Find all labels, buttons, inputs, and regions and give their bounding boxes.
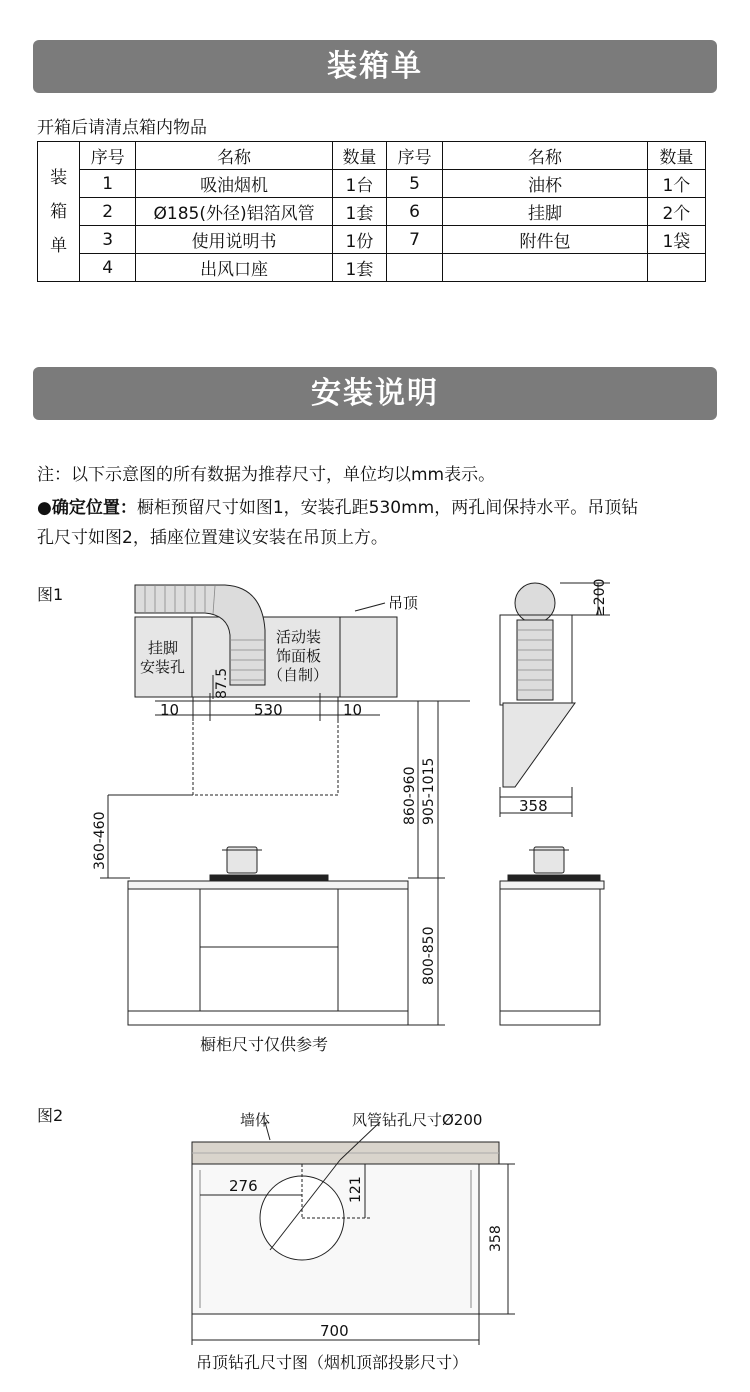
table-cell: 1份	[332, 226, 386, 254]
panel-label-3: （自制）	[268, 666, 329, 684]
table-cell: 油杯	[443, 170, 648, 198]
dim-121: 121	[348, 1176, 364, 1203]
table-cell: 2个	[647, 198, 705, 226]
dim-200: ≥200	[592, 578, 608, 617]
packing-table	[37, 141, 706, 282]
table-cell: 1台	[332, 170, 386, 198]
side-label	[38, 142, 80, 282]
fig1-label: 图1	[37, 585, 64, 604]
base-cabinet	[128, 889, 408, 1025]
table-cell: 1袋	[647, 226, 705, 254]
col-header: 序号	[80, 142, 136, 170]
hole-label: 风管钻孔尺寸Ø200	[352, 1111, 483, 1129]
duct-side	[515, 583, 555, 623]
install-position-note-cont: 孔尺寸如图2，插座位置建议安装在吊顶上方。	[37, 528, 388, 548]
table-cell	[647, 254, 705, 282]
hood-cabinet-panel	[135, 617, 397, 697]
figure-2-diagram	[0, 1100, 750, 1392]
col-header: 数量	[647, 142, 705, 170]
install-note: 注：以下示意图的所有数据为推荐尺寸，单位均以mm表示。	[37, 465, 496, 485]
pot-icon	[227, 847, 257, 873]
fig1-caption: 橱柜尺寸仅供参考	[200, 1035, 329, 1054]
dim-358-side: 358	[519, 797, 548, 815]
packing-intro: 开箱后请清点箱内物品	[37, 118, 207, 138]
dim-800-850: 800-850	[421, 926, 437, 985]
table-row	[38, 198, 706, 226]
ceiling-label: 吊顶	[388, 594, 419, 612]
side-label-char: 装	[50, 167, 68, 188]
fig2-caption: 吊顶钻孔尺寸图（烟机顶部投影尺寸）	[196, 1353, 469, 1372]
table-cell: 附件包	[443, 226, 648, 254]
table-cell	[387, 254, 443, 282]
col-header: 数量	[332, 142, 386, 170]
table-cell: 出风口座	[136, 254, 333, 282]
table-cell: 1套	[332, 254, 386, 282]
base-cabinet-side	[500, 889, 600, 1025]
install-title: 安装说明	[33, 367, 717, 420]
install-position-note	[37, 494, 717, 522]
table-cell: 挂脚	[443, 198, 648, 226]
dim-10a: 10	[160, 701, 180, 719]
table-row	[38, 170, 706, 198]
dim-87-5: 87.5	[214, 667, 230, 699]
pot-icon-side	[534, 847, 564, 873]
side-label-char: 箱	[50, 201, 68, 222]
position-heading: ●确定位置：	[37, 498, 137, 518]
table-row	[38, 226, 706, 254]
table-header-row	[38, 142, 706, 170]
dim-360-460: 360-460	[92, 811, 108, 870]
hood-side-body	[503, 703, 575, 787]
dim-530: 530	[254, 701, 283, 719]
hook-hole-label: 挂脚	[148, 639, 179, 657]
col-header: 名称	[443, 142, 648, 170]
table-cell: 1个	[647, 170, 705, 198]
dim-860-960: 860-960	[402, 766, 418, 825]
position-text: 橱柜预留尺寸如图1，安装孔距530mm，两孔间保持水平。吊顶钻	[136, 498, 639, 518]
table-cell	[443, 254, 648, 282]
dim-10b: 10	[343, 701, 363, 719]
wall-label: 墙体	[240, 1111, 271, 1129]
dim-905-1015: 905-1015	[421, 757, 437, 825]
table-cell: 7	[387, 226, 443, 254]
table-cell: Ø185(外径)铝箔风管	[136, 198, 333, 226]
side-label-char: 单	[50, 235, 68, 256]
col-header: 序号	[387, 142, 443, 170]
table-cell: 使用说明书	[136, 226, 333, 254]
table-cell: 5	[387, 170, 443, 198]
cooktop	[210, 875, 328, 881]
table-cell: 3	[80, 226, 136, 254]
hook-hole-label-2: 安装孔	[140, 658, 186, 676]
panel-label-1: 活动装	[276, 628, 322, 646]
table-cell: 2	[80, 198, 136, 226]
table-cell: 4	[80, 254, 136, 282]
col-header: 名称	[136, 142, 333, 170]
fig2-label: 图2	[37, 1106, 64, 1125]
figure-1-diagram	[0, 575, 750, 1065]
table-row	[38, 254, 706, 282]
dim-700: 700	[320, 1322, 349, 1340]
table-cell: 1	[80, 170, 136, 198]
packing-list-title: 装箱单	[33, 40, 717, 93]
dim-358: 358	[488, 1225, 504, 1252]
table-cell: 吸油烟机	[136, 170, 333, 198]
panel-label-2: 饰面板	[276, 647, 322, 665]
table-cell: 1套	[332, 198, 386, 226]
table-cell: 6	[387, 198, 443, 226]
dim-276: 276	[229, 1177, 258, 1195]
